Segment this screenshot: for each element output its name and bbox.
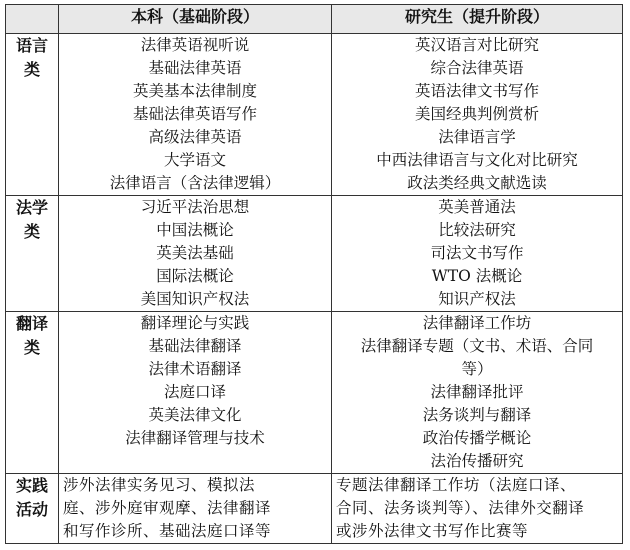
course-item: 政治传播学概论 (422, 429, 532, 447)
undergrad-courses-translation (59, 312, 332, 474)
header-category-cell (6, 5, 59, 34)
course-item: 法律语言（含法律逻辑） (109, 174, 281, 192)
header-undergraduate: 本科（基础阶段） (59, 5, 332, 34)
course-item: 法治传播研究 (430, 452, 524, 470)
course-item: 法律术语翻译 (148, 360, 242, 378)
undergrad-practice-activities (59, 474, 332, 544)
course-item: 高级法律英语 (148, 128, 242, 146)
header-row (6, 5, 623, 34)
grad-practice-activities (332, 474, 623, 544)
course-item: 司法文书写作 (430, 244, 524, 262)
table-row-practice (6, 474, 623, 544)
practice-line: 涉外法律实务见习、模拟法 (63, 476, 256, 494)
course-item: 英美基本法律制度 (132, 82, 257, 100)
course-item: 美国经典判例赏析 (414, 105, 539, 123)
category-line: 活动 (15, 500, 48, 519)
category-law (6, 196, 59, 312)
course-item: 基础法律英语 (148, 59, 242, 77)
course-item: 法务谈判与翻译 (422, 406, 532, 424)
course-item: 国际法概论 (156, 267, 234, 285)
category-line: 语言 (15, 36, 48, 55)
course-item: 习近平法治思想 (140, 198, 250, 216)
course-item: 英美法律文化 (148, 406, 242, 424)
course-item: 基础法律英语写作 (132, 105, 257, 123)
grad-courses-translation (332, 312, 623, 474)
category-translation (6, 312, 59, 474)
category-line: 类 (23, 222, 40, 241)
category-line: 法学 (15, 198, 48, 217)
practice-line: 庭、涉外庭审观摩、法律翻译 (63, 499, 272, 517)
course-item: 大学语文 (163, 151, 226, 169)
course-item: 知识产权法 (438, 290, 516, 308)
course-item: 法律翻译工作坊 (422, 314, 532, 332)
table-row-translation (6, 312, 623, 474)
course-item: 政法类经典文献选读 (407, 174, 547, 192)
course-item: 英语法律文书写作 (414, 82, 539, 100)
category-language (6, 34, 59, 196)
practice-line: 合同、法务谈判等）、法律外交翻译 (336, 499, 585, 517)
course-item: 综合法律英语 (430, 59, 524, 77)
category-line: 类 (23, 338, 40, 357)
course-item: WTO 法概论 (431, 267, 523, 285)
grad-courses-law (332, 196, 623, 312)
header-graduate: 研究生（提升阶段） (332, 5, 623, 34)
course-item: 法律英语视听说 (140, 36, 250, 54)
course-item: 法律翻译专题（文书、术语、合同 (360, 337, 594, 355)
course-item: 英汉语言对比研究 (414, 36, 539, 54)
category-line: 实践 (15, 476, 48, 495)
course-item: 法律翻译管理与技术 (125, 429, 265, 447)
course-item: 基础法律翻译 (148, 337, 242, 355)
undergrad-courses-language (59, 34, 332, 196)
course-item: 美国知识产权法 (140, 290, 250, 308)
course-item: 翻译理论与实践 (140, 314, 250, 332)
course-item: 法律语言学 (438, 128, 516, 146)
course-item: 法庭口译 (163, 383, 226, 401)
grad-courses-language (332, 34, 623, 196)
table-row-language (6, 34, 623, 196)
course-item: 中西法律语言与文化对比研究 (376, 151, 578, 169)
curriculum-table (5, 4, 623, 544)
course-item: 英美普通法 (438, 198, 516, 216)
course-item: 等） (461, 360, 493, 378)
course-item: 中国法概论 (156, 221, 234, 239)
practice-line: 专题法律翻译工作坊（法庭口译、 (336, 476, 577, 494)
category-line: 翻译 (15, 314, 48, 333)
course-item: 英美法基础 (156, 244, 234, 262)
table-row-law (6, 196, 623, 312)
course-item: 比较法研究 (438, 221, 516, 239)
course-item: 法律翻译批评 (430, 383, 524, 401)
practice-line: 或涉外法律文书写作比赛等 (336, 522, 529, 540)
category-line: 类 (23, 60, 40, 79)
practice-line: 和写作诊所、基础法庭口译等 (63, 522, 272, 540)
category-practice (6, 474, 59, 544)
undergrad-courses-law (59, 196, 332, 312)
